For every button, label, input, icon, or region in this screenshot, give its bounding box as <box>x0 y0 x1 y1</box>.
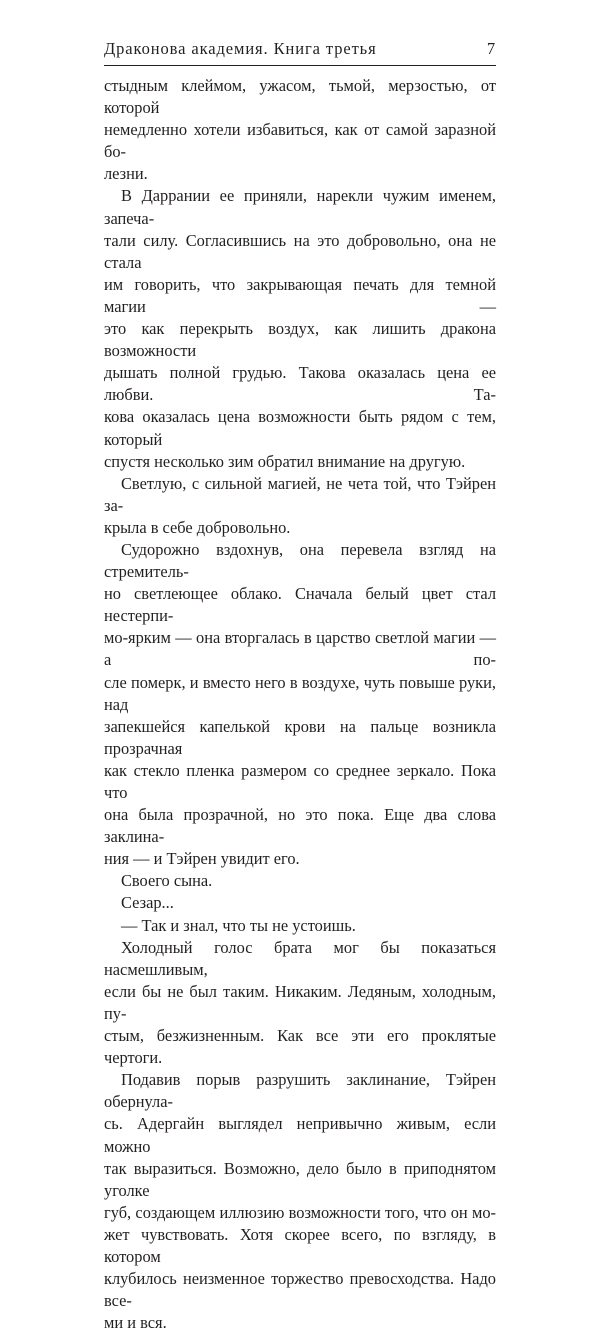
text-line: Своего сына. <box>121 871 213 891</box>
text-line: мо-ярким — она вторгалась в царство светлой магии — а по- <box>104 628 496 670</box>
text-line: если бы не был таким. Никаким. Ледяным, холодным, пу- <box>104 981 496 1023</box>
text-line: стым, безжизненным. Как все эти его проклятые чертоги. <box>104 1026 496 1068</box>
text-line: клубилось неизменное торжество превосходства. Надо все- <box>104 1269 496 1311</box>
running-title: Драконова академия. Книга третья <box>104 39 377 58</box>
text-line: немедленно хотели избавиться, как от самой заразной бо- <box>104 120 496 162</box>
header-rule <box>104 65 496 66</box>
page-number: 7 <box>486 39 496 58</box>
body-text <box>104 75 496 1334</box>
text-line: как стекло пленка размером со среднее зеркало. Пока что <box>104 760 496 802</box>
text-line: стыдным клеймом, ужасом, тьмой, мерзостью, от которой <box>104 76 496 118</box>
text-line: ми и вся. <box>104 1313 167 1333</box>
text-line: жет чувствовать. Хотя скорее всего, по взгляду, в котором <box>104 1224 496 1266</box>
text-line: так выразиться. Возможно, дело было в приподнятом уголке <box>104 1158 496 1200</box>
text-line: Подавив порыв разрушить заклинание, Тэйрен обернула- <box>104 1070 496 1112</box>
text-line: дышать полной грудью. Такова оказалась цена ее любви. Та- <box>104 363 496 405</box>
text-line: Судорожно вздохнув, она перевела взгляд на стремитель- <box>104 539 496 582</box>
text-line: — Так и знал, что ты не устоишь. <box>121 915 356 935</box>
text-line: но светлеющее облако. Сначала белый цвет стал нестерпи- <box>104 584 496 626</box>
text-line: запекшейся капелькой крови на пальце возникла прозрачная <box>104 716 496 758</box>
text-line: ния — и Тэйрен увидит его. <box>104 849 300 869</box>
text-line: Сезар... <box>121 893 174 913</box>
text-line: это как перекрыть воздух, как лишить дракона возможности <box>104 319 496 361</box>
running-head <box>104 39 496 67</box>
text-line: спустя несколько зим обратил внимание на другую. <box>104 451 466 471</box>
text-line: сле померк, и вместо него в воздухе, чуть повыше руки, над <box>104 672 496 714</box>
text-line: губ, создающем иллюзию возможности того, что он мо- <box>104 1202 496 1222</box>
text-line: она была прозрачной, но это пока. Еще два слова заклина- <box>104 805 496 847</box>
text-line: сь. Адергайн выглядел непривычно живым, если можно <box>104 1114 496 1156</box>
text-line: тали силу. Согласившись на это добровольно, она не стала <box>104 230 496 272</box>
text-line: им говорить, что закрывающая печать для темной магии — <box>104 274 496 316</box>
text-line: Светлую, с сильной магией, не чета той, что Тэйрен за- <box>104 473 496 515</box>
text-line: Холодный голос брата мог бы показаться насмешливым, <box>104 937 496 979</box>
text-line: В Даррании ее приняли, нарекли чужим именем, запеча- <box>104 186 496 228</box>
text-line: кова оказалась цена возможности быть рядом с тем, который <box>104 407 496 449</box>
text-line: крыла в себе добровольно. <box>104 517 291 537</box>
text-line: лезни. <box>104 164 148 184</box>
